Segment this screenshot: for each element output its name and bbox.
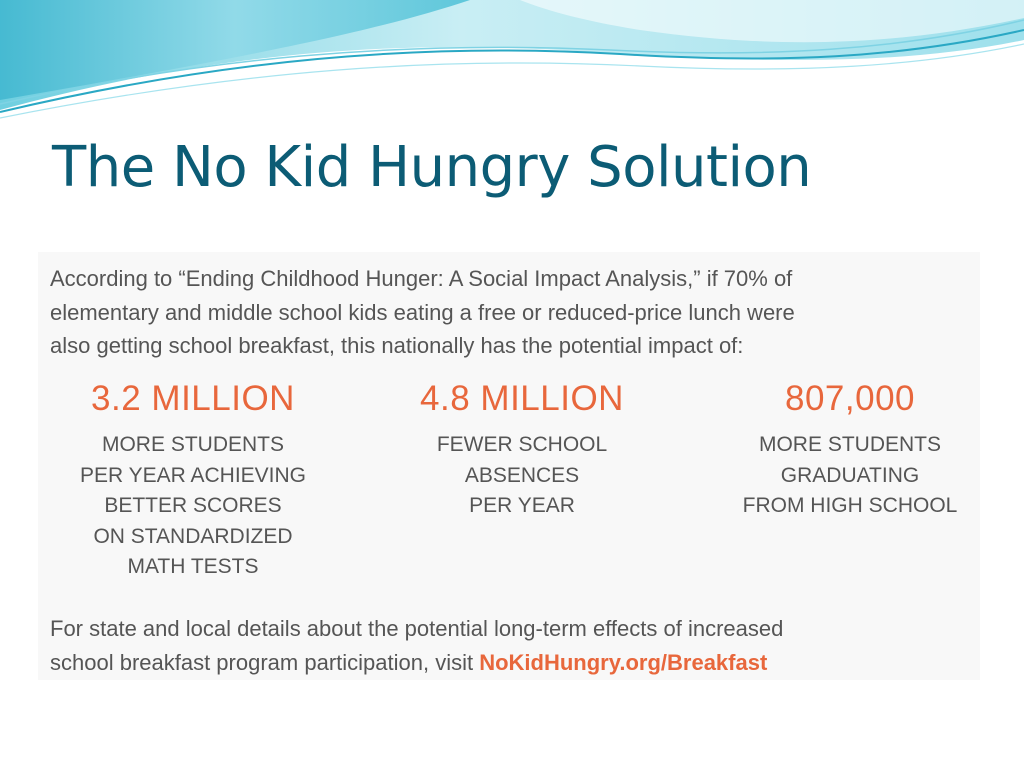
stat-description-line: PER YEAR ACHIEVING <box>79 463 307 487</box>
infographic-panel <box>38 252 980 680</box>
stat-description-line: PER YEAR <box>469 494 575 517</box>
stat-description-line: BETTER SCORES <box>104 494 282 517</box>
footer-line: For state and local details about the potential long-term effects of increased <box>50 616 784 641</box>
footer-line: school breakfast program participation, visit <box>50 649 474 675</box>
stat-description <box>702 430 998 522</box>
stat-description <box>372 430 672 522</box>
breakfast-link[interactable]: NoKidHungry.org/Breakfast <box>479 649 768 675</box>
stat-description-line: MATH TESTS <box>127 555 259 578</box>
stat-absences <box>372 377 672 522</box>
stat-math-scores <box>50 377 336 583</box>
intro-line: According to “Ending Childhood Hunger: A Social Impact Analysis,” if 70% of <box>50 266 793 291</box>
stat-value: 3.2 MILLION <box>91 379 295 418</box>
decorative-wave-banner <box>0 0 1024 120</box>
stat-description-line: MORE STUDENTS <box>758 433 941 456</box>
footer-paragraph <box>50 612 970 679</box>
stat-description-line: ON STANDARDIZED <box>93 524 293 548</box>
stat-description-line: FROM HIGH SCHOOL <box>742 494 958 517</box>
stat-description-line: FEWER SCHOOL <box>436 433 608 456</box>
slide-title: The No Kid Hungry Solution <box>52 135 812 200</box>
stat-value: 4.8 MILLION <box>420 379 624 418</box>
stat-description-line: MORE STUDENTS <box>101 433 284 456</box>
stat-graduation <box>702 377 998 522</box>
stat-description-line: ABSENCES <box>464 463 580 487</box>
stat-value: 807,000 <box>784 379 916 418</box>
stat-description <box>50 430 336 583</box>
intro-paragraph <box>50 262 970 363</box>
stat-description-line: GRADUATING <box>780 463 920 487</box>
intro-line: elementary and middle school kids eating a free or reduced-price lunch were <box>50 299 795 325</box>
intro-line: also getting school breakfast, this nationally has the potential impact of: <box>50 333 744 358</box>
